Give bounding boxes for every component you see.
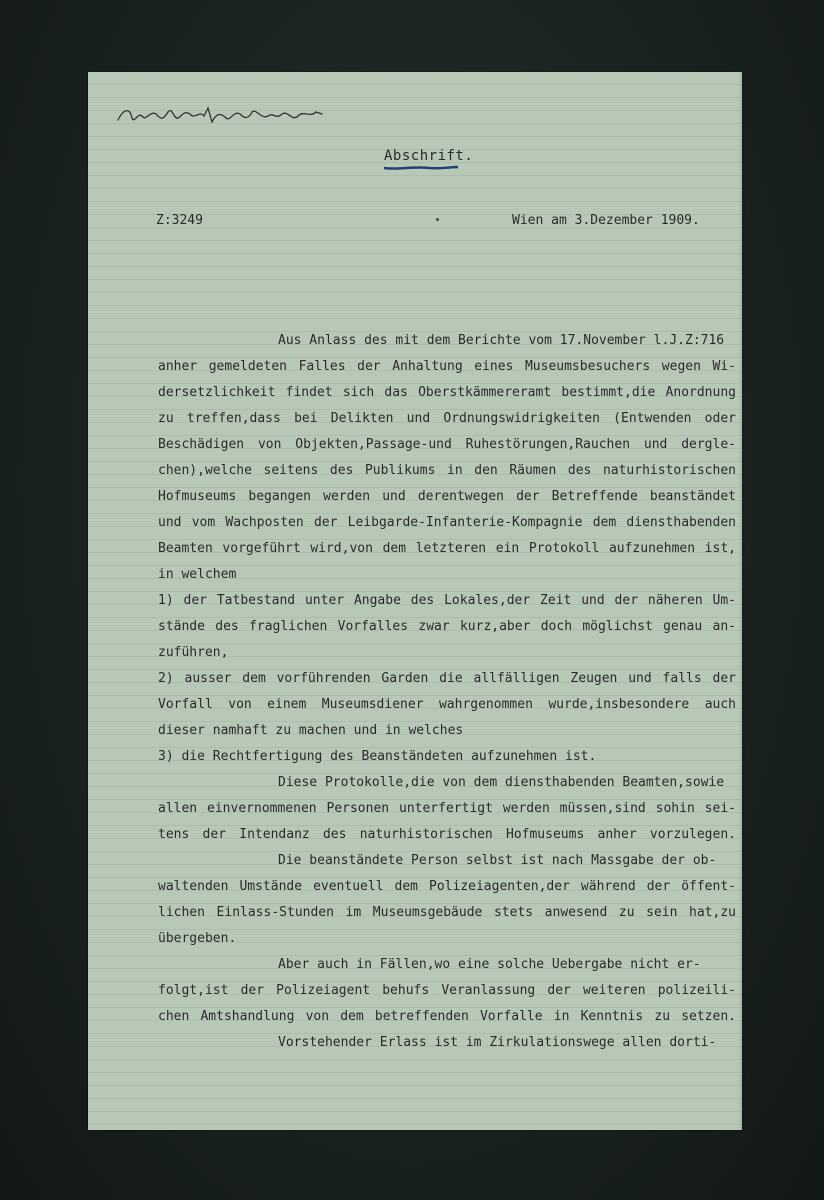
text-line: chen),welche seitens des Publikums in den Räumen des naturhistorischen bbox=[158, 463, 736, 478]
date-line: Wien am 3.Dezember 1909. bbox=[512, 213, 700, 228]
text-line: 1) der Tatbestand unter Angabe des Lokales,der Zeit und der näheren Um- bbox=[158, 593, 736, 608]
text-line: Aus Anlass des mit dem Berichte vom 17.November l.J.Z:716 bbox=[278, 333, 725, 348]
text-line: Aber auch in Fällen,wo eine solche Uebergabe nicht er- bbox=[278, 957, 701, 972]
page-edge-shadow bbox=[738, 72, 742, 1130]
text-line: tens der Intendanz des naturhistorischen Hofmuseums anher vorzulegen. bbox=[158, 827, 736, 842]
text-line: 3) die Rechtfertigung des Beanständeten aufzunehmen ist. bbox=[158, 749, 597, 764]
page-title: Abschrift. bbox=[384, 148, 474, 164]
title-underline bbox=[384, 164, 458, 172]
ink-dot bbox=[436, 218, 439, 221]
text-line: und vom Wachposten der Leibgarde-Infanterie-Kompagnie dem diensthabenden bbox=[158, 515, 736, 530]
text-line: chen Amtshandlung von dem betreffenden Vorfalle in Kenntnis zu setzen. bbox=[158, 1009, 736, 1024]
text-line: 2) ausser dem vorführenden Garden die allfälligen Zeugen und falls der bbox=[158, 671, 736, 686]
text-line: Hofmuseums begangen werden und derentwegen der Betreffende beanständet bbox=[158, 489, 736, 504]
text-line: dieser namhaft zu machen und in welches bbox=[158, 723, 464, 738]
text-line: Beamten vorgeführt wird,von dem letzteren ein Protokoll aufzunehmen ist, bbox=[158, 541, 736, 556]
text-line: zuführen, bbox=[158, 645, 229, 660]
document-page bbox=[88, 72, 742, 1130]
reference-number: Z:3249 bbox=[156, 213, 203, 228]
text-line: dersetzlichkeit findet sich das Oberstkämmereramt bestimmt,die Anordnung bbox=[158, 385, 736, 400]
text-line: übergeben. bbox=[158, 931, 237, 946]
text-line: lichen Einlass-Stunden im Museumsgebäude stets anwesend zu sein hat,zu bbox=[158, 905, 736, 920]
text-line: Vorfall von einem Museumsdiener wahrgenommen wurde,insbesondere auch bbox=[158, 697, 736, 712]
text-line: Vorstehender Erlass ist im Zirkulationswege allen dorti- bbox=[278, 1035, 717, 1050]
text-line: waltenden Umstände eventuell dem Polizeiagenten,der während der öffent- bbox=[158, 879, 736, 894]
text-line: allen einvernommenen Personen unterfertigt werden müssen,sind sohin sei- bbox=[158, 801, 736, 816]
text-line: Beschädigen von Objekten,Passage-und Ruhestörungen,Rauchen und dergle- bbox=[158, 437, 736, 452]
text-line: folgt,ist der Polizeiagent behufs Veranlassung der weiteren polizeili- bbox=[158, 983, 736, 998]
text-line: Die beanständete Person selbst ist nach Massgabe der ob- bbox=[278, 853, 717, 868]
letter-body bbox=[158, 328, 736, 1056]
text-line: zu treffen,dass bei Delikten und Ordnungswidrigkeiten (Entwenden oder bbox=[158, 411, 736, 426]
text-line: anher gemeldeten Falles der Anhaltung eines Museumsbesuchers wegen Wi- bbox=[158, 359, 736, 374]
text-line: stände des fraglichen Vorfalles zwar kurz,aber doch möglichst genau an- bbox=[158, 619, 736, 634]
handwritten-note bbox=[116, 100, 326, 130]
text-line: in welchem bbox=[158, 567, 237, 582]
text-line: Diese Protokolle,die von dem diensthabenden Beamten,sowie bbox=[278, 775, 725, 790]
